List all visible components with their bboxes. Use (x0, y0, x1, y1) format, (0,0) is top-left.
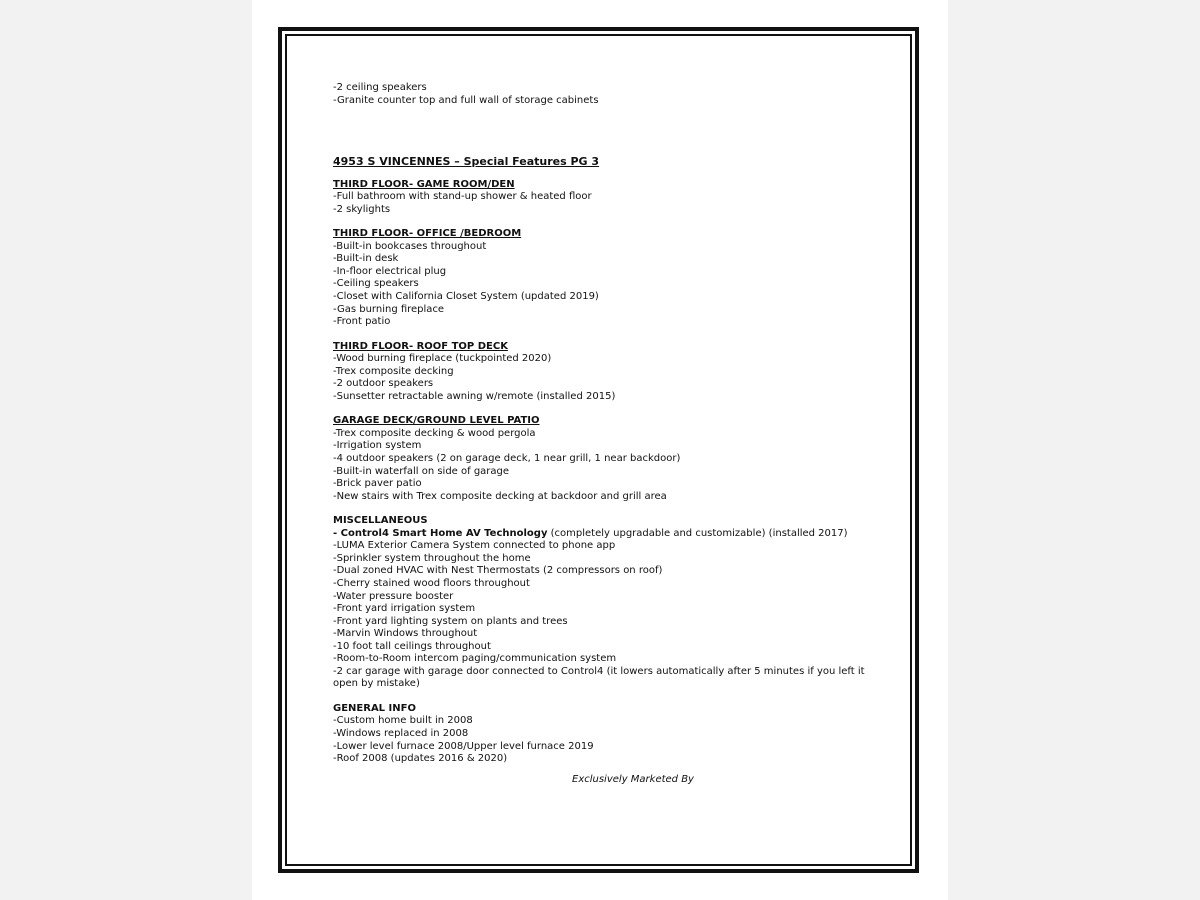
list-item: -Sprinkler system throughout the home (333, 552, 531, 564)
section-heading-general: GENERAL INFO (333, 702, 416, 714)
list-item: -Cherry stained wood floors throughout (333, 577, 530, 589)
list-item: -4 outdoor speakers (2 on garage deck, 1 near grill, 1 near backdoor) (333, 453, 681, 465)
list-item: -Trex composite decking (333, 365, 454, 377)
list-item: -2 ceiling speakers (333, 82, 427, 93)
list-item: -Room-to-Room intercom paging/communication system (333, 653, 617, 665)
list-item-bold: - Control4 Smart Home AV Technology (333, 527, 548, 539)
list-item: -Granite counter top and full wall of storage cabinets (333, 94, 599, 106)
list-item: -2 skylights (333, 203, 391, 215)
section-heading-garage: GARAGE DECK/GROUND LEVEL PATIO (333, 415, 540, 427)
list-item: -Built-in bookcases throughout (333, 240, 487, 252)
list-item: -Closet with California Closet System (updated 2019) (333, 291, 599, 303)
list-item-rest: (completely upgradable and customizable) (installed 2017) (547, 527, 848, 539)
marketed-by-footer: Exclusively Marketed By (572, 773, 694, 785)
list-item: -Marvin Windows throughout (333, 628, 478, 640)
section-heading-office: THIRD FLOOR- OFFICE /BEDROOM (333, 228, 522, 240)
document-content (333, 82, 873, 786)
list-item: -In-floor electrical plug (333, 265, 447, 277)
list-item: -Custom home built in 2008 (333, 715, 473, 727)
list-item: -Trex composite decking & wood pergola (333, 427, 536, 439)
list-item: -Dual zoned HVAC with Nest Thermostats (2 compressors on roof) (333, 565, 663, 577)
list-item: -Built-in waterfall on side of garage (333, 465, 510, 477)
list-item: -Brick paver patio (333, 478, 422, 490)
list-item: -Full bathroom with stand-up shower & heated floor (333, 191, 592, 203)
list-item: -Sunsetter retractable awning w/remote (installed 2015) (333, 390, 616, 402)
list-item: -Lower level furnace 2008/Upper level furnace 2019 (333, 740, 594, 752)
list-item: -Front yard irrigation system (333, 603, 476, 615)
list-item: -10 foot tall ceilings throughout (333, 640, 491, 652)
list-item: -Ceiling speakers (333, 278, 419, 290)
document-title: 4953 S VINCENNES – Special Features PG 3 (333, 155, 600, 169)
list-item: -Front yard lighting system on plants and trees (333, 615, 568, 627)
list-item: -Wood burning fireplace (tuckpointed 2020) (333, 353, 552, 365)
section-heading-misc: MISCELLANEOUS (333, 515, 428, 527)
list-item: -Gas burning fireplace (333, 303, 445, 315)
list-item: -New stairs with Trex composite decking at backdoor and grill area (333, 490, 667, 502)
list-item: -2 car garage with garage door connected to Control4 (it lowers automatically after 5 minutes if you left it open by mistake) (333, 665, 865, 690)
list-item: -Built-in desk (333, 253, 399, 265)
list-item: -Water pressure booster (333, 590, 454, 602)
section-heading-roof-deck: THIRD FLOOR- ROOF TOP DECK (333, 340, 508, 352)
list-item: -Roof 2008 (updates 2016 & 2020) (333, 753, 508, 765)
list-item: -LUMA Exterior Camera System connected to phone app (333, 540, 616, 552)
list-item: -Windows replaced in 2008 (333, 727, 469, 739)
section-heading-game-room: THIRD FLOOR- GAME ROOM/DEN (333, 178, 515, 190)
list-item: -Irrigation system (333, 440, 422, 452)
list-item: -2 outdoor speakers (333, 378, 434, 390)
list-item (333, 528, 873, 541)
list-item: -Front patio (333, 316, 391, 328)
